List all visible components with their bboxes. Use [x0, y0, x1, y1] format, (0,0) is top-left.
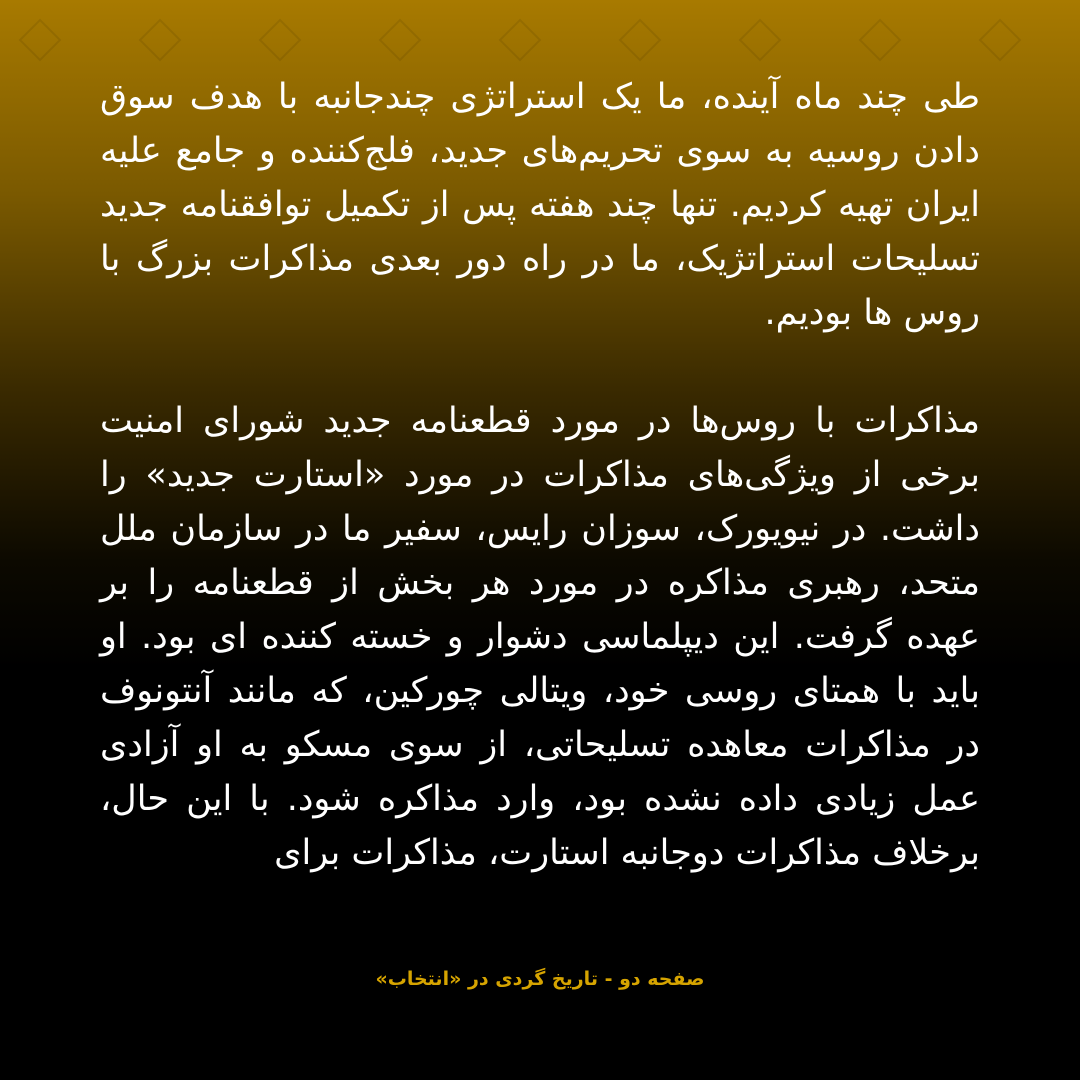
article-text — [100, 70, 980, 880]
footer-caption: صفحه دو - تاریخ گردی در «انتخاب» — [375, 968, 705, 990]
paragraph-2: مذاکرات با روس‌ها در مورد قطعنامه جدید شورای امنیت برخی از ویژگی‌های مذاکرات در مورد «استارت جدید» را داشت. در نیویورک، سوزان رایس، سفیر ما در سازمان ملل متحد، رهبری مذاکره در مورد هر بخش از قطعنامه را بر عهده گرفت. این دیپلماسی دشوار و خسته کننده ای بود. او باید با همتای روسی خود، ویتالی چورکین، که مانند آنتونوف در مذاکرات معاهده تسلیحاتی، از سوی مسکو به او آزادی عمل زیادی داده نشده بود، وارد مذاکره شود. با این حال، برخلاف مذاکرات دوجانبه استارت، مذاکرات برای — [100, 401, 980, 873]
paragraph-1: طی چند ماه آینده، ما یک استراتژی چندجانبه با هدف سوق دادن روسیه به سوی تحریم‌های جدید، فلج‌کننده و جامع علیه ایران تهیه کردیم. تنها چند هفته پس از تکمیل توافقنامه جدید تسلیحات استراتژیک، ما در راه دور بعدی مذاکرات بزرگ با روس ها بودیم. — [100, 77, 980, 333]
